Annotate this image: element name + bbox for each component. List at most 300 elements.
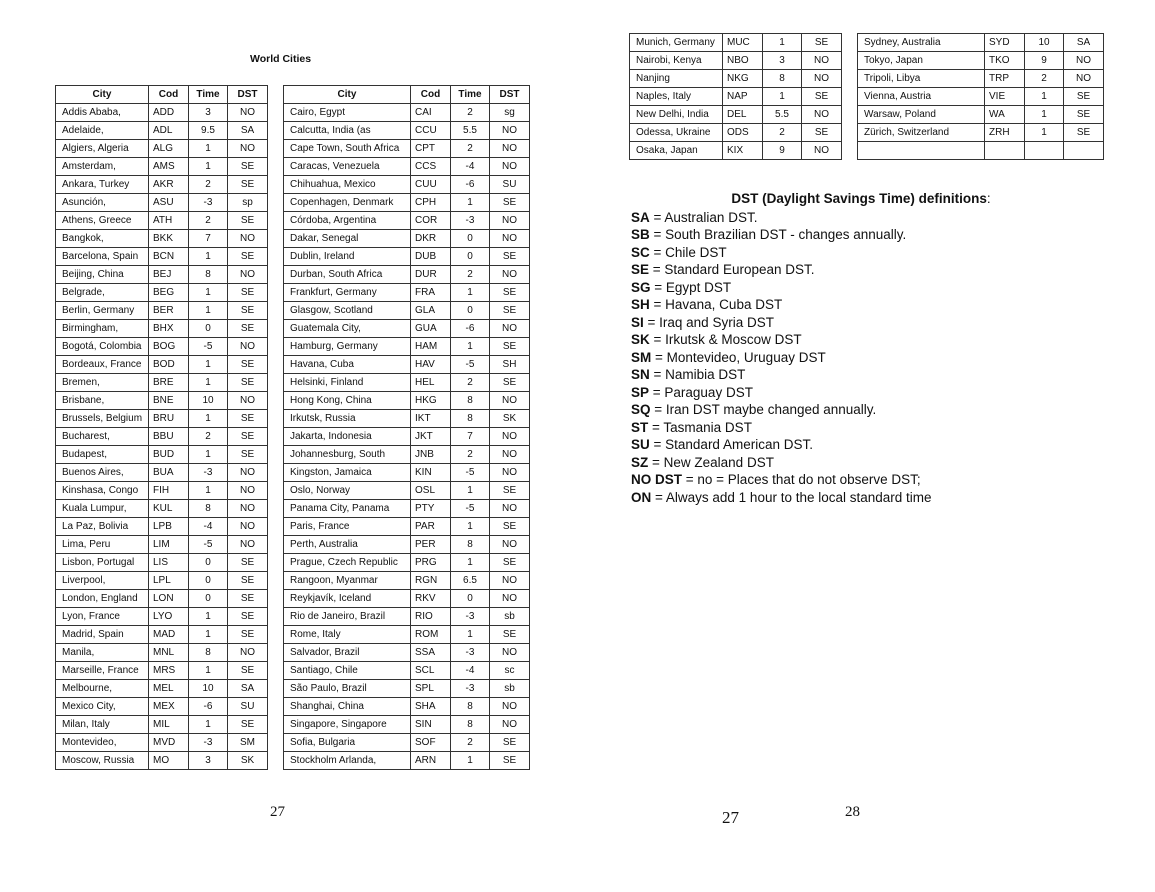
- dst-cell: SE: [228, 248, 268, 266]
- table-row: [284, 482, 530, 500]
- code-cell: FIH: [149, 482, 189, 500]
- code-cell: MNL: [149, 644, 189, 662]
- table-row: [284, 356, 530, 374]
- dst-cell: SE: [228, 158, 268, 176]
- time-cell: -5: [451, 356, 490, 374]
- code-cell: HAV: [411, 356, 451, 374]
- dst-code: SC: [631, 244, 650, 260]
- dst-code: SK: [631, 332, 650, 347]
- time-cell: 2: [451, 140, 490, 158]
- city-cell: Bordeaux, France: [56, 356, 149, 374]
- dst-cell: NO: [490, 140, 530, 158]
- dst-cell: NO: [1064, 70, 1104, 88]
- city-cell: Buenos Aires,: [56, 464, 149, 482]
- city-cell: Singapore, Singapore: [284, 716, 411, 734]
- time-cell: 8: [451, 536, 490, 554]
- code-cell: LIM: [149, 536, 189, 554]
- time-cell: 8: [189, 266, 228, 284]
- table-row: [56, 626, 268, 644]
- code-cell: IKT: [411, 410, 451, 428]
- city-cell: Adelaide,: [56, 122, 149, 140]
- city-cell: Osaka, Japan: [630, 142, 723, 160]
- time-cell: 1: [451, 554, 490, 572]
- code-cell: GLA: [411, 302, 451, 320]
- code-cell: BBU: [149, 428, 189, 446]
- world-cities-table-2: [283, 85, 530, 770]
- dst-cell: SE: [490, 734, 530, 752]
- table-row: [284, 536, 530, 554]
- dst-code: SM: [631, 349, 652, 365]
- table-row: [284, 194, 530, 212]
- code-cell: CUU: [411, 176, 451, 194]
- dst-cell: SE: [490, 554, 530, 572]
- time-cell: 1: [451, 752, 490, 770]
- time-cell: 5.5: [451, 122, 490, 140]
- code-cell: SHA: [411, 698, 451, 716]
- time-cell: 1: [189, 374, 228, 392]
- dst-cell: SE: [228, 212, 268, 230]
- header-time: Time: [189, 86, 228, 104]
- time-cell: 3: [763, 52, 802, 70]
- dst-description: = Always add 1 hour to the local standard time: [651, 489, 932, 505]
- dst-code: SQ: [631, 402, 651, 417]
- city-cell: Oslo, Norway: [284, 482, 411, 500]
- dst-cell: SE: [228, 446, 268, 464]
- dst-definition: [631, 261, 1091, 279]
- code-cell: TRP: [985, 70, 1025, 88]
- time-cell: 1: [189, 158, 228, 176]
- table-row: [56, 374, 268, 392]
- dst-cell: NO: [490, 536, 530, 554]
- time-cell: 2: [763, 124, 802, 142]
- table-body: [56, 104, 268, 770]
- dst-cell: SE: [228, 608, 268, 626]
- code-cell: KIN: [411, 464, 451, 482]
- city-cell: La Paz, Bolivia: [56, 518, 149, 536]
- city-cell: Beijing, China: [56, 266, 149, 284]
- time-cell: 1: [189, 626, 228, 644]
- table-row: [284, 554, 530, 572]
- table-row: [284, 644, 530, 662]
- time-cell: 1: [763, 34, 802, 52]
- city-cell: Athens, Greece: [56, 212, 149, 230]
- city-cell: Calcutta, India (as: [284, 122, 411, 140]
- dst-cell: sp: [228, 194, 268, 212]
- city-cell: Reykjavík, Iceland: [284, 590, 411, 608]
- time-cell: 1: [451, 338, 490, 356]
- code-cell: BUA: [149, 464, 189, 482]
- code-cell: HAM: [411, 338, 451, 356]
- dst-cell: NO: [490, 320, 530, 338]
- city-cell: Algiers, Algeria: [56, 140, 149, 158]
- table-row: [858, 88, 1104, 106]
- code-cell: BRE: [149, 374, 189, 392]
- dst-definition: [631, 296, 1091, 314]
- code-cell: MO: [149, 752, 189, 770]
- table-row: [56, 716, 268, 734]
- table-row: [56, 698, 268, 716]
- table-row: [56, 428, 268, 446]
- code-cell: LYO: [149, 608, 189, 626]
- city-cell: Stockholm Arlanda,: [284, 752, 411, 770]
- code-cell: CCS: [411, 158, 451, 176]
- code-cell: MVD: [149, 734, 189, 752]
- table-row: [56, 356, 268, 374]
- city-cell: Bucharest,: [56, 428, 149, 446]
- time-cell: 1: [451, 518, 490, 536]
- time-cell: -6: [189, 698, 228, 716]
- table-row: [284, 698, 530, 716]
- code-cell: MIL: [149, 716, 189, 734]
- city-cell: Zürich, Switzerland: [858, 124, 985, 142]
- dst-cell: NO: [490, 230, 530, 248]
- time-cell: 2: [189, 212, 228, 230]
- time-cell: 2: [451, 374, 490, 392]
- code-cell: [985, 142, 1025, 160]
- city-cell: Helsinki, Finland: [284, 374, 411, 392]
- code-cell: SSA: [411, 644, 451, 662]
- dst-description: = Iraq and Syria DST: [643, 314, 774, 330]
- code-cell: NAP: [723, 88, 763, 106]
- table-row: [56, 104, 268, 122]
- table-row: [284, 302, 530, 320]
- city-cell: Shanghai, China: [284, 698, 411, 716]
- time-cell: -3: [451, 608, 490, 626]
- dst-description: = Irkutsk & Moscow DST: [649, 332, 802, 347]
- dst-code: SA: [631, 209, 650, 225]
- city-cell: Prague, Czech Republic: [284, 554, 411, 572]
- time-cell: 1: [189, 608, 228, 626]
- dst-cell: SE: [228, 626, 268, 644]
- table-row: [56, 266, 268, 284]
- dst-cell: SE: [228, 320, 268, 338]
- dst-description: = Montevideo, Uruguay DST: [651, 349, 826, 365]
- header-dst: DST: [490, 86, 530, 104]
- code-cell: SOF: [411, 734, 451, 752]
- dst-cell: SE: [228, 284, 268, 302]
- dst-cell: NO: [490, 158, 530, 176]
- dst-cell: SE: [228, 176, 268, 194]
- table-row: [858, 52, 1104, 70]
- dst-definition: [631, 489, 1091, 507]
- table-row: [630, 88, 842, 106]
- city-cell: Santiago, Chile: [284, 662, 411, 680]
- code-cell: LPB: [149, 518, 189, 536]
- table-row: [858, 106, 1104, 124]
- city-cell: Rome, Italy: [284, 626, 411, 644]
- dst-cell: NO: [228, 518, 268, 536]
- city-cell: Johannesburg, South: [284, 446, 411, 464]
- table-row: [56, 158, 268, 176]
- dst-cell: NO: [228, 266, 268, 284]
- dst-cell: NO: [490, 446, 530, 464]
- dst-description: = Namibia DST: [649, 367, 746, 382]
- dst-description: = Paraguay DST: [649, 384, 753, 400]
- dst-cell: NO: [490, 428, 530, 446]
- table-row: [284, 662, 530, 680]
- city-cell: Addis Ababa,: [56, 104, 149, 122]
- table-row: [630, 52, 842, 70]
- dst-cell: SA: [228, 122, 268, 140]
- code-cell: PAR: [411, 518, 451, 536]
- table-row: [284, 608, 530, 626]
- code-cell: ZRH: [985, 124, 1025, 142]
- table-row: [284, 464, 530, 482]
- dst-definition: [631, 209, 1091, 227]
- city-cell: Hong Kong, China: [284, 392, 411, 410]
- table-row: [284, 140, 530, 158]
- dst-cell: NO: [490, 590, 530, 608]
- dst-cell: SE: [802, 124, 842, 142]
- dst-code: SZ: [631, 454, 649, 470]
- code-cell: MEL: [149, 680, 189, 698]
- time-cell: 8: [451, 392, 490, 410]
- table-row: [284, 680, 530, 698]
- time-cell: -3: [189, 194, 228, 212]
- code-cell: SCL: [411, 662, 451, 680]
- dst-cell: sb: [490, 608, 530, 626]
- city-cell: Chihuahua, Mexico: [284, 176, 411, 194]
- dst-cell: SE: [228, 572, 268, 590]
- code-cell: PRG: [411, 554, 451, 572]
- dst-cell: NO: [228, 482, 268, 500]
- dst-heading-text: DST (Daylight Savings Time) definitions: [731, 191, 987, 206]
- table-row: [284, 176, 530, 194]
- city-cell: Naples, Italy: [630, 88, 723, 106]
- city-cell: Durban, South Africa: [284, 266, 411, 284]
- table-row: [284, 590, 530, 608]
- header-code: Cod: [149, 86, 189, 104]
- dst-code: NO DST: [631, 472, 683, 487]
- dst-heading: [631, 190, 1091, 208]
- time-cell: 6.5: [451, 572, 490, 590]
- city-cell: Lyon, France: [56, 608, 149, 626]
- dst-cell: NO: [490, 122, 530, 140]
- code-cell: NKG: [723, 70, 763, 88]
- dst-cell: sg: [490, 104, 530, 122]
- dst-code: SI: [631, 314, 644, 330]
- table-row: [630, 106, 842, 124]
- city-cell: Kingston, Jamaica: [284, 464, 411, 482]
- dst-description: = New Zealand DST: [648, 454, 774, 470]
- time-cell: 1: [763, 88, 802, 106]
- dst-cell: SU: [228, 698, 268, 716]
- table-row: [56, 500, 268, 518]
- time-cell: 2: [451, 104, 490, 122]
- dst-cell: SE: [490, 482, 530, 500]
- header-code: Cod: [411, 86, 451, 104]
- dst-cell: SE: [490, 518, 530, 536]
- code-cell: MEX: [149, 698, 189, 716]
- code-cell: BEG: [149, 284, 189, 302]
- time-cell: 2: [451, 734, 490, 752]
- table-row: [630, 142, 842, 160]
- dst-cell: SE: [228, 428, 268, 446]
- code-cell: BER: [149, 302, 189, 320]
- dst-definition: [631, 349, 1091, 367]
- page-number-right-a: 27: [722, 808, 739, 827]
- dst-code: ST: [631, 419, 649, 435]
- time-cell: 1: [1025, 124, 1064, 142]
- city-cell: Rio de Janeiro, Brazil: [284, 608, 411, 626]
- table-row: [284, 626, 530, 644]
- code-cell: MUC: [723, 34, 763, 52]
- table-row: [56, 194, 268, 212]
- code-cell: BNE: [149, 392, 189, 410]
- table-row: [284, 572, 530, 590]
- city-cell: Irkutsk, Russia: [284, 410, 411, 428]
- time-cell: 1: [189, 410, 228, 428]
- dst-definition: [631, 366, 1091, 384]
- time-cell: 1: [189, 356, 228, 374]
- dst-cell: NO: [490, 392, 530, 410]
- code-cell: COR: [411, 212, 451, 230]
- dst-definition: [631, 384, 1091, 402]
- code-cell: VIE: [985, 88, 1025, 106]
- dst-cell: SE: [802, 34, 842, 52]
- world-cities-table-1: [55, 85, 268, 770]
- dst-cell: NO: [228, 644, 268, 662]
- time-cell: 1: [189, 716, 228, 734]
- page-number-right-b: 28: [845, 804, 860, 820]
- code-cell: AMS: [149, 158, 189, 176]
- city-cell: Cape Town, South Africa: [284, 140, 411, 158]
- time-cell: 5.5: [763, 106, 802, 124]
- city-cell: Córdoba, Argentina: [284, 212, 411, 230]
- dst-cell: SU: [490, 176, 530, 194]
- dst-code: SN: [631, 367, 650, 382]
- dst-cell: SH: [490, 356, 530, 374]
- table-body: [284, 104, 530, 770]
- time-cell: [1025, 142, 1064, 160]
- code-cell: DEL: [723, 106, 763, 124]
- dst-cell: SE: [228, 662, 268, 680]
- city-cell: Jakarta, Indonesia: [284, 428, 411, 446]
- code-cell: SIN: [411, 716, 451, 734]
- city-cell: Cairo, Egypt: [284, 104, 411, 122]
- dst-definition: [631, 436, 1091, 454]
- time-cell: 1: [1025, 88, 1064, 106]
- table-row: [56, 482, 268, 500]
- time-cell: 8: [451, 716, 490, 734]
- time-cell: 1: [451, 482, 490, 500]
- city-cell: Amsterdam,: [56, 158, 149, 176]
- dst-cell: SE: [490, 752, 530, 770]
- table-row: [56, 122, 268, 140]
- time-cell: 10: [189, 392, 228, 410]
- dst-description: = Australian DST.: [649, 209, 758, 225]
- dst-definition: [631, 279, 1091, 297]
- dst-cell: SE: [490, 338, 530, 356]
- table-row: [284, 734, 530, 752]
- header-city: City: [56, 86, 149, 104]
- dst-cell: NO: [228, 464, 268, 482]
- city-cell: Marseille, France: [56, 662, 149, 680]
- dst-definitions: [631, 190, 1091, 506]
- city-cell: [858, 142, 985, 160]
- time-cell: 0: [189, 320, 228, 338]
- table-row: [284, 410, 530, 428]
- time-cell: 0: [451, 230, 490, 248]
- city-cell: Salvador, Brazil: [284, 644, 411, 662]
- city-cell: Dakar, Senegal: [284, 230, 411, 248]
- table-row: [56, 302, 268, 320]
- time-cell: -5: [189, 338, 228, 356]
- table-row: [284, 158, 530, 176]
- code-cell: AKR: [149, 176, 189, 194]
- table-row: [284, 266, 530, 284]
- dst-code: SE: [631, 262, 650, 277]
- city-cell: Berlin, Germany: [56, 302, 149, 320]
- page-title: World Cities: [250, 53, 312, 65]
- table-row: [284, 752, 530, 770]
- city-cell: Bangkok,: [56, 230, 149, 248]
- dst-code: SP: [631, 384, 650, 400]
- table-row: [284, 500, 530, 518]
- dst-cell: NO: [802, 52, 842, 70]
- code-cell: ROM: [411, 626, 451, 644]
- city-cell: Melbourne,: [56, 680, 149, 698]
- dst-cell: SM: [228, 734, 268, 752]
- table-row: [284, 518, 530, 536]
- city-cell: Lisbon, Portugal: [56, 554, 149, 572]
- code-cell: ODS: [723, 124, 763, 142]
- table-row: [56, 230, 268, 248]
- code-cell: NBO: [723, 52, 763, 70]
- dst-cell: NO: [490, 500, 530, 518]
- dst-definition: [631, 454, 1091, 472]
- dst-cell: SA: [1064, 34, 1104, 52]
- city-cell: Munich, Germany: [630, 34, 723, 52]
- header-city: City: [284, 86, 411, 104]
- city-cell: Mexico City,: [56, 698, 149, 716]
- city-cell: Frankfurt, Germany: [284, 284, 411, 302]
- city-cell: Sofia, Bulgaria: [284, 734, 411, 752]
- table-row: [56, 608, 268, 626]
- dst-definition: [631, 471, 1091, 489]
- time-cell: 0: [451, 302, 490, 320]
- code-cell: CPT: [411, 140, 451, 158]
- city-cell: Budapest,: [56, 446, 149, 464]
- dst-cell: NO: [490, 464, 530, 482]
- table-row: [56, 320, 268, 338]
- table-row: [56, 536, 268, 554]
- time-cell: -4: [189, 518, 228, 536]
- code-cell: CPH: [411, 194, 451, 212]
- city-cell: Tripoli, Libya: [858, 70, 985, 88]
- code-cell: SYD: [985, 34, 1025, 52]
- table-row: [56, 140, 268, 158]
- code-cell: RGN: [411, 572, 451, 590]
- city-cell: Dublin, Ireland: [284, 248, 411, 266]
- dst-cell: NO: [228, 500, 268, 518]
- dst-description: = Standard American DST.: [649, 437, 813, 452]
- city-cell: Caracas, Venezuela: [284, 158, 411, 176]
- city-cell: Madrid, Spain: [56, 626, 149, 644]
- code-cell: PTY: [411, 500, 451, 518]
- code-cell: FRA: [411, 284, 451, 302]
- time-cell: 1: [451, 194, 490, 212]
- city-cell: Panama City, Panama: [284, 500, 411, 518]
- dst-cell: SE: [228, 356, 268, 374]
- table-row: [56, 464, 268, 482]
- dst-cell: SE: [228, 374, 268, 392]
- dst-cell: SE: [490, 302, 530, 320]
- table-row: [56, 446, 268, 464]
- time-cell: -3: [189, 464, 228, 482]
- dst-description: = Chile DST: [649, 244, 727, 260]
- dst-description: = Tasmania DST: [648, 419, 752, 435]
